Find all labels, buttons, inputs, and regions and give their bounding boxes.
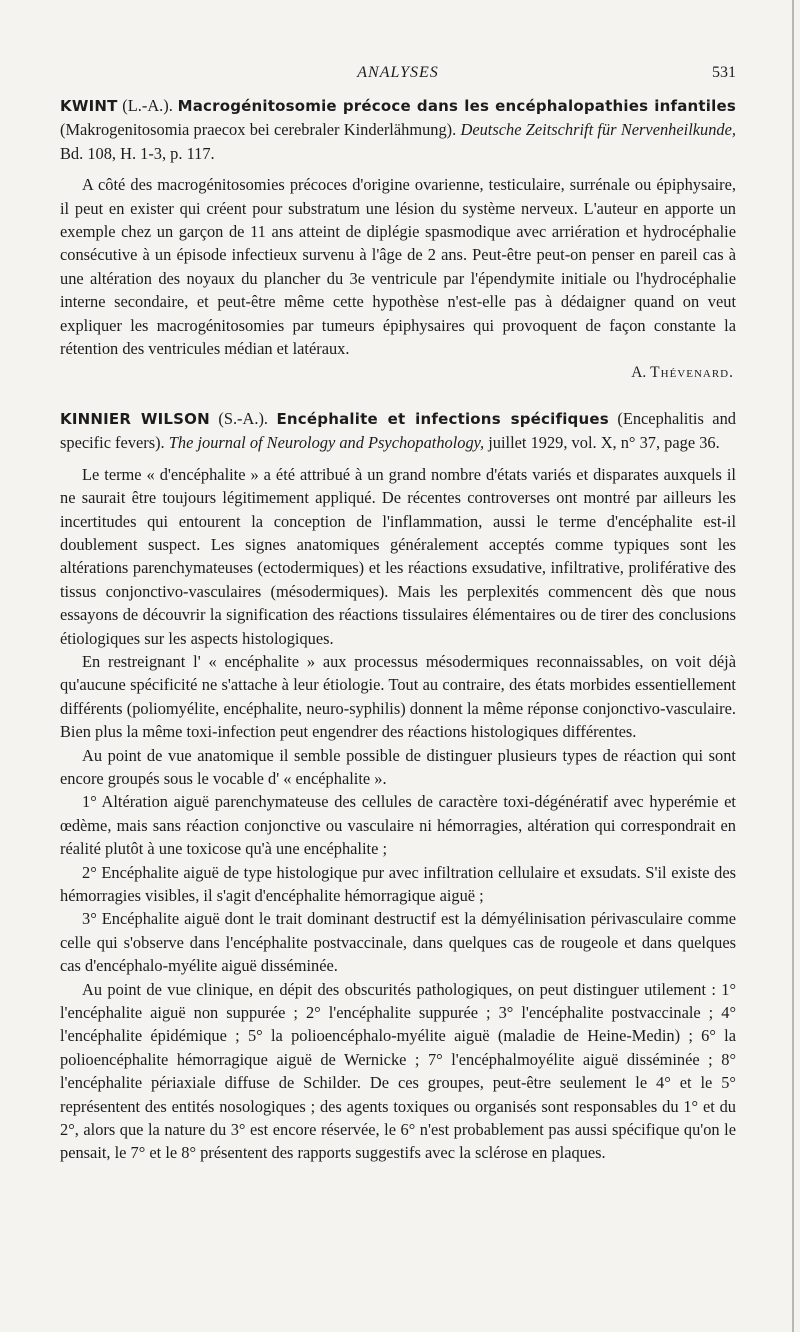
citation: Bd. 108, H. 1-3, p. 117.: [60, 143, 215, 163]
abstract-paragraph: A côté des macrogénitosomies précoces d'origine ovarienne, testiculaire, surrénale ou épiphysaire, il peut en exister qui créent pour substratum une lésion du système nerveux. L'auteur en apporte un exemple chez un garçon de 11 ans atteint de diplégie spasmodique avec arriération et hydrocéphalie consécutive à un épisode infectieux survenu à l'âge de 2 ans. Peut-être peut-on penser en pareil cas à une altération des noyaux du plancher du 3e ventricule par l'épendymite initiale ou l'hydrocéphalie interne secondaire, et peut-être même cette hypothèse n'est-elle pas à dédaigner quand on veut expliquer les macrogénitosomies par tumeurs épiphysaires qui provoquent de façon constante la rétention des ventricules médian et latéraux.: [60, 175, 736, 359]
body-paragraph: Le terme « d'encéphalite » a été attribué à un grand nombre d'états variés et disparates auxquels il ne saurait être toujours légitimement appliqué. De récentes controverses ont montré par ailleurs les incertitudes qui entourent la conception de l'inflammation, aussi le terme d'encéphalite est-il doublement suspect. Les signes anatomiques généralement acceptés comme typiques sont les altérations parenchymateuses (ectodermiques) et les réactions exsudative, infiltrative, proliférative des tissus conjonctivo-vasculaires (mésodermiques). Mais les perplexités commencent dès que nous essayons de découvrir la signification des réactions tissulaires élémentaires ou de tirer des conclusions étiologiques sur les aspects histologiques.: [60, 464, 736, 648]
signature: [60, 361, 736, 384]
page-number: 531: [712, 64, 736, 81]
journal-name: The journal of Neurology and Psychopathology,: [168, 433, 485, 453]
author-name: KINNIER WILSON: [60, 409, 210, 428]
citation: juillet 1929, vol. X, n° 37, page 36.: [488, 433, 720, 453]
signature-initial: A.: [631, 364, 647, 382]
journal-name: Deutsche Zeitschrift für Nervenheilkunde,: [460, 120, 736, 140]
body-paragraph: En restreignant l' « encéphalite » aux processus mésodermiques reconnaissables, on voit déjà qu'aucune spécificité ne s'attache à leur étiologie. Tout au contraire, des états morbides essentiellement différents (poliomyélite, encéphalite, neuro-syphilis) donnent la même réponse conjonctivo-vasculaire. Bien plus la même toxi-infection peut engendrer des réactions histologiques différentes.: [60, 651, 736, 742]
article-title: Macrogénitosomie précoce dans les encéphalopathies infantiles: [177, 97, 736, 115]
list-paragraph: 3° Encéphalite aiguë dont le trait dominant destructif est la démyélinisation périvasculaire comme celle qui s'observe dans l'encéphalite postvaccinale, dans quelques cas de rougeole et dans quelques cas d'encéphalo-myélite aiguë disséminée.: [60, 909, 736, 976]
list-paragraph: 2° Encéphalite aiguë de type histologique pur avec infiltration cellulaire et exsudats. S'il existe des hémorragies visibles, il s'agit d'encéphalite hémorragique aiguë ;: [60, 862, 736, 905]
signature-name: Thévenard.: [650, 364, 734, 382]
page-edge: [792, 0, 794, 1332]
body-paragraph: Au point de vue clinique, en dépit des obscurités pathologiques, on peut distinguer utilement : 1° l'encéphalite aiguë non suppurée ; 2° l'encéphalite suppurée ; 3° l'encéphalite postvaccinale ; 4° l'encéphalite épidémique ; 5° la polioencéphalo-myélite aiguë (maladie de Heine-Medin) ; 6° la polioencéphalite hémorragique aiguë de Wernicke ; 7° l'encéphalmoyélite aiguë disséminée ; 8° l'encéphalite périaxiale diffuse de Schilder. De ces groupes, peut-être seulement le 4° et le 5° représentent des entités nosologiques ; des agents toxiques ou organisés sont responsables du 1° et du 2°, alors que la nature du 3° est encore réservée, le 6° n'est probablement pas aussi spécifique qu'on le pensait, le 7° et le 8° présentent des rapports suggestifs avec la sclérose en plaques.: [60, 979, 736, 1163]
author-initials: (L.-A.).: [122, 96, 173, 115]
author-initials: (S.-A.).: [218, 408, 268, 428]
reference: [60, 94, 736, 165]
running-head: [60, 64, 736, 94]
review-entry-2: [60, 407, 736, 1165]
author-name: KWINT: [60, 97, 118, 115]
list-paragraph: 1° Altération aiguë parenchymateuse des cellules de caractère toxi-dégénératif avec hyperémie et œdème, mais sans réaction conjonctive ou vasculaire ni hémorragies, altération qui correspondrait en réalité plutôt à une toxicose qu'à une encéphalite ;: [60, 792, 736, 859]
reference: [60, 407, 736, 455]
page: [60, 64, 736, 1165]
article-title: Encéphalite et infections spécifiques: [276, 409, 609, 428]
title-translation: (Makrogenitosomia praecox bei cerebraler Kinderlähmung).: [60, 120, 457, 140]
review-entry-1: [60, 94, 736, 385]
running-title: ANALYSES: [357, 64, 439, 81]
body-paragraph: Au point de vue anatomique il semble possible de distinguer plusieurs types de réaction qui sont encore groupés sous le vocable d' « encéphalite ».: [60, 745, 736, 788]
title-translation: (Encephalitis and specific fevers).: [60, 408, 736, 453]
